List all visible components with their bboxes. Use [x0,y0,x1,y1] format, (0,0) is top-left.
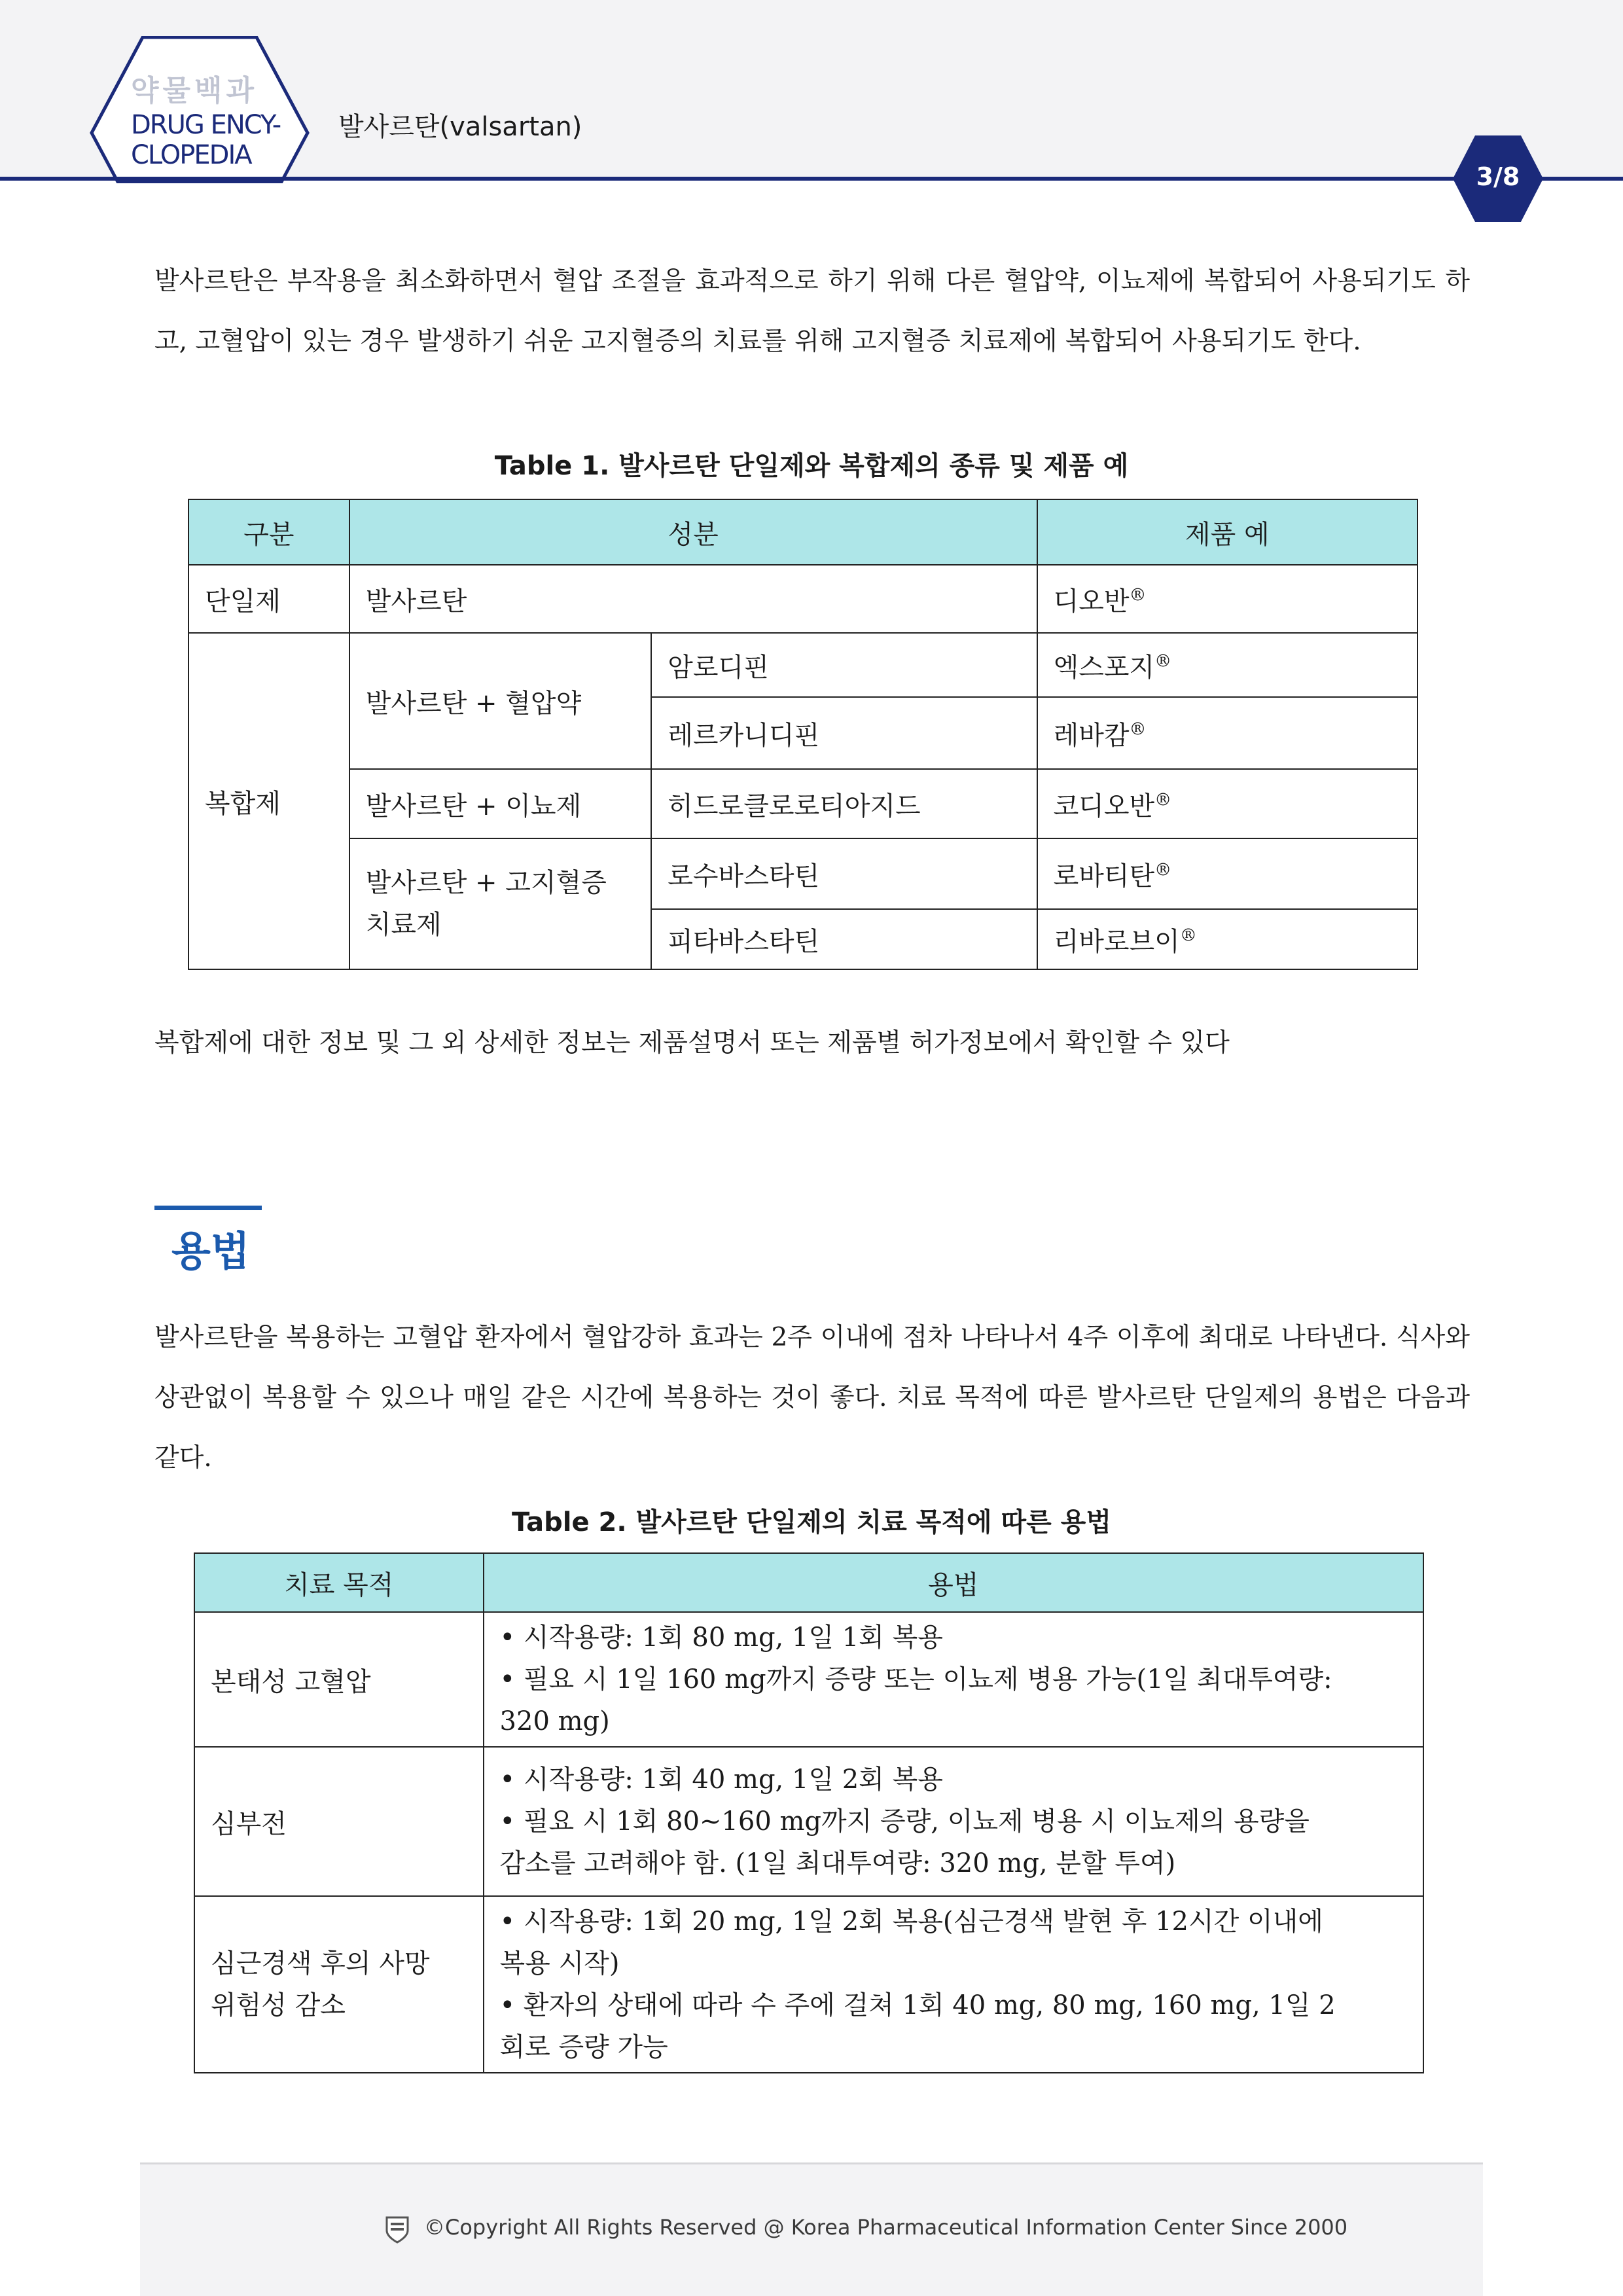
table1-group-label: 발사르탄 + 이뇨제 [349,769,652,838]
table1-header-product: 제품 예 [1037,499,1418,565]
logo-korean: 약물백과 [131,74,259,107]
page-indicator: 3/8 [1476,162,1520,191]
table1-group-label: 발사르탄 + 혈압약 [349,633,652,769]
table2-purpose: 심부전 [194,1747,484,1896]
table2-caption: Table 2. 발사르탄 단일제의 치료 목적에 따른 용법 [512,1507,1111,1537]
table1-product-name: 로바티탄 [1053,861,1155,891]
table2-header-purpose: 치료 목적 [194,1553,484,1612]
table1-product-cell [1037,633,1418,697]
table1-product-name: 리바로브이 [1053,926,1180,957]
dosage-line: • 시작용량: 1회 20 mg, 1일 2회 복용(심근경색 발현 후 12시간 이내에 [499,1907,1323,1937]
after-table-note: 복합제에 대한 정보 및 그 외 상세한 정보는 제품설명서 또는 제품별 허가정보에서 확인할 수 있다 [154,1028,1230,1058]
table1-product-name: 레바캄 [1053,720,1130,751]
table-2 [194,1552,1424,2073]
dosage-line: • 필요 시 1일 160 mg까지 증량 또는 이뇨제 병용 가능(1일 최대투여량: [499,1664,1332,1695]
table1-group-label-line1: 발사르탄 + 고지혈증 [365,868,607,898]
header-divider [0,177,1623,181]
section-accent-bar [154,1206,262,1210]
table2-dosage-cell [484,1896,1423,2073]
table2-dosage-cell [484,1612,1423,1747]
dosage-paragraph: 발사르탄을 복용하는 고혈압 환자에서 혈압강하 효과는 2주 이내에 점차 나타나서 4주 이후에 최대로 나타낸다. 식사와 상관없이 복용할 수 있으나 매일 같은 시간에 복용하는 것이 좋다. 치료 목적에 따른 발사르탄 단일제의 용법은 다음과 같다. [154,1323,1470,1473]
table1-single-product-cell [1037,565,1418,633]
table1-single-category: 단일제 [188,565,349,633]
registered-mark: ® [1154,860,1172,880]
table1-caption: Table 1. 발사르탄 단일제와 복합제의 종류 및 제품 예 [494,451,1129,481]
dosage-line: • 시작용량: 1회 80 mg, 1일 1회 복용 [499,1623,943,1653]
table2-purpose [194,1896,484,2073]
registered-mark: ® [1154,651,1172,672]
table1-ingredient: 로수바스타틴 [651,838,1037,909]
table-1 [188,499,1418,970]
registered-mark: ® [1154,790,1172,810]
table1-product-name: 엑스포지 [1053,652,1155,683]
section-heading: 용법 [171,1227,250,1275]
table1-combo-category: 복합제 [188,633,349,969]
table1-product-name: 코디오반 [1053,791,1155,821]
table2-purpose-line2: 위험성 감소 [211,1990,346,2020]
drug-title: 발사르탄(valsartan) [338,112,582,142]
dosage-line: 320 mg) [499,1706,610,1736]
shield-emblem-icon [385,2215,410,2244]
table1-ingredient: 피타바스타틴 [651,909,1037,969]
table1-ingredient: 히드로클로로티아지드 [651,769,1037,838]
table1-product-cell [1037,909,1418,969]
table1-header-category: 구분 [188,499,349,565]
dosage-line: 회로 증량 가능 [499,2032,668,2062]
table1-single-ingredient: 발사르탄 [349,565,1037,633]
registered-mark: ® [1129,719,1147,740]
table2-purpose: 본태성 고혈압 [194,1612,484,1747]
intro-paragraph: 발사르탄은 부작용을 최소화하면서 혈압 조절을 효과적으로 하기 위해 다른 혈압약, 이뇨제에 복합되어 사용되기도 하고, 고혈압이 있는 경우 발생하기 쉬운 고지혈증의 치료를 위해 고지혈증 치료제에 복합되어 사용되기도 한다. [154,266,1470,356]
table2-purpose-line1: 심근경색 후의 사망 [211,1948,430,1979]
footer-copyright: ©Copyright All Rights Reserved @ Korea Pharmaceutical Information Center Since 2000 [424,2215,1348,2240]
table1-ingredient: 레르카니디핀 [651,697,1037,769]
logo-english-line1: DRUG ENCY- [131,110,281,140]
dosage-line: • 필요 시 1회 80~160 mg까지 증량, 이뇨제 병용 시 이뇨제의 용량을 [499,1806,1310,1837]
table1-product-cell [1037,697,1418,769]
registered-mark: ® [1129,585,1147,605]
table1-header-ingredient: 성분 [349,499,1037,565]
table1-product-name: 디오반 [1053,586,1130,617]
table1-group-label-line2: 치료제 [365,910,442,940]
table1-group-label [349,838,652,969]
table2-dosage-cell [484,1747,1423,1896]
dosage-line: • 시작용량: 1회 40 mg, 1일 2회 복용 [499,1765,943,1795]
table2-header-dosage: 용법 [484,1553,1423,1612]
registered-mark: ® [1179,925,1197,946]
table1-product-cell [1037,838,1418,909]
footer-divider [140,2162,1483,2164]
table1-ingredient: 암로디핀 [651,633,1037,697]
table1-product-cell [1037,769,1418,838]
dosage-line: 감소를 고려해야 함. (1일 최대투여량: 320 mg, 분할 투여) [499,1848,1176,1878]
dosage-line: 복용 시작) [499,1948,620,1979]
logo-english-line2: CLOPEDIA [131,140,251,170]
dosage-line: • 환자의 상태에 따라 수 주에 걸쳐 1회 40 mg, 80 mg, 160 mg, 1일 2 [499,1990,1336,2020]
